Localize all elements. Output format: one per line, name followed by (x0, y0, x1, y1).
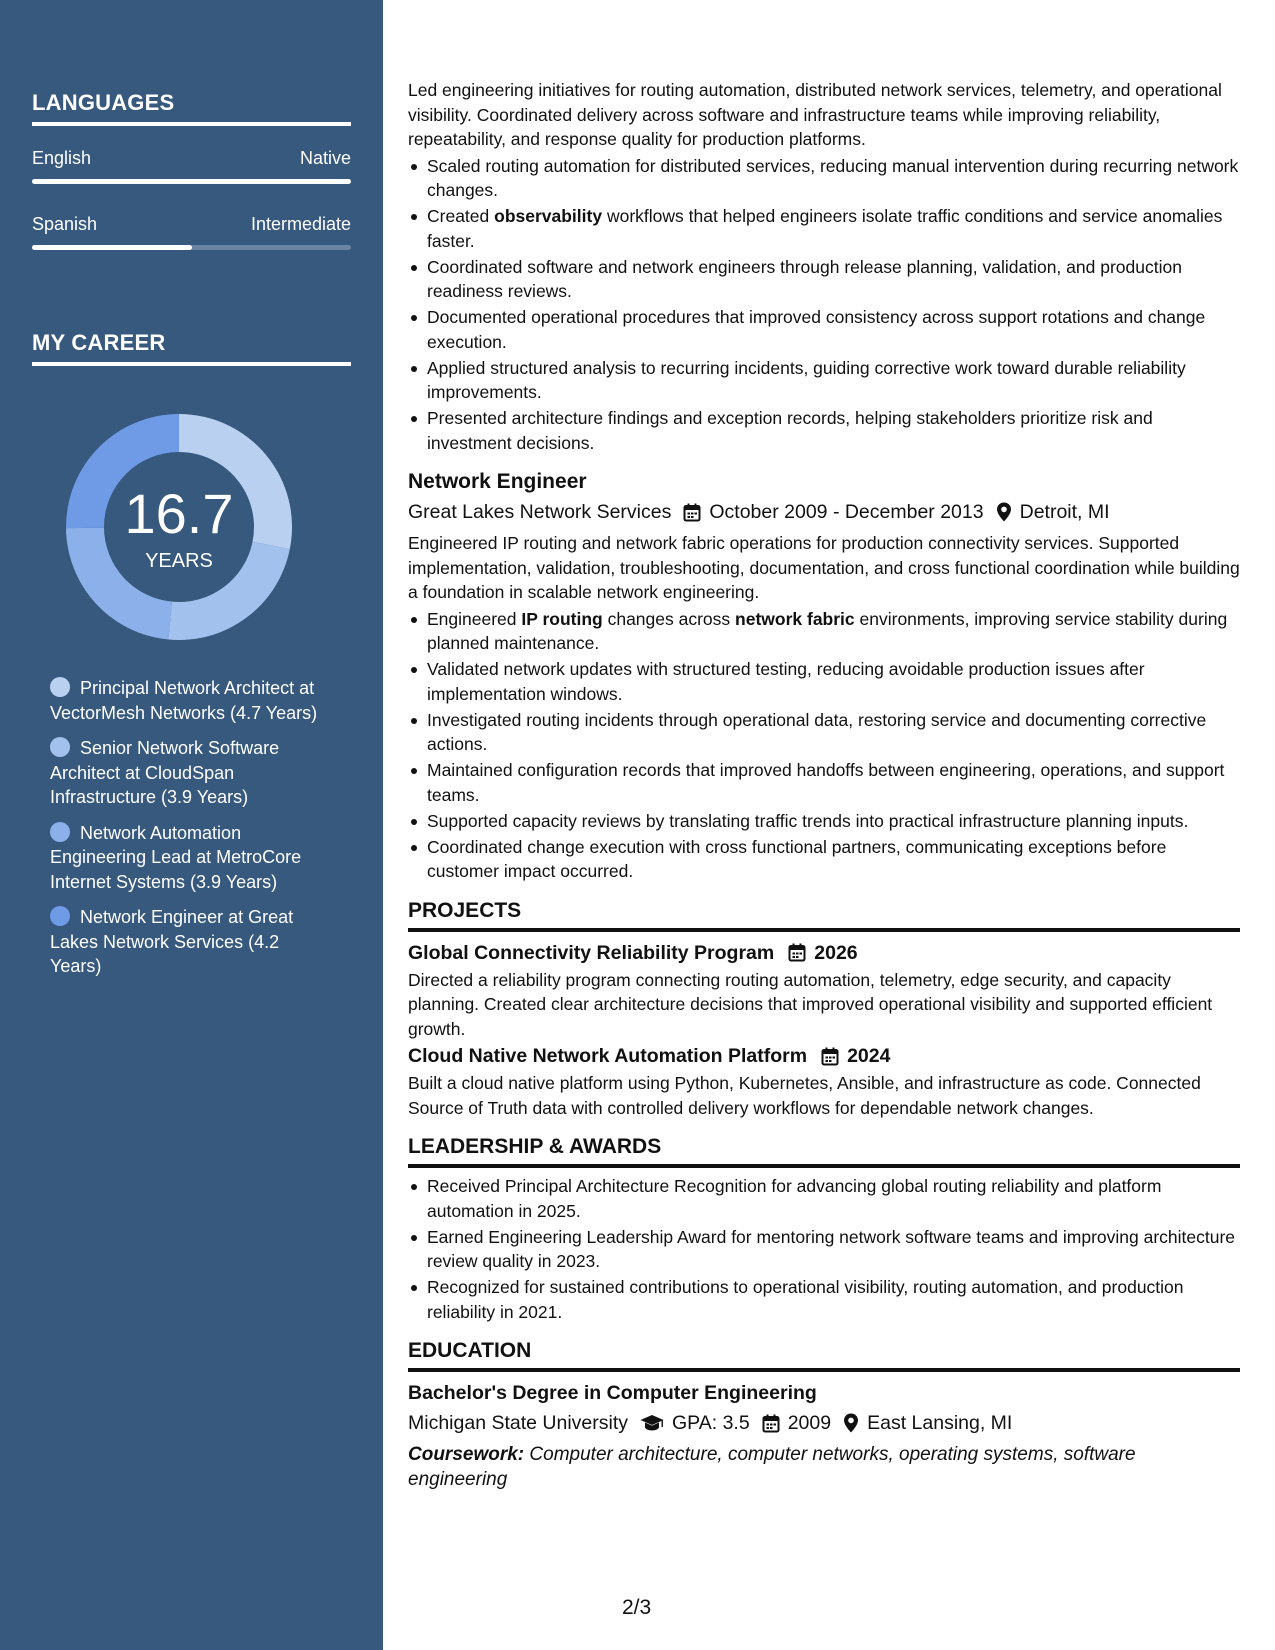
calendar-icon (821, 1047, 839, 1066)
location-pin-icon (996, 502, 1012, 522)
language-bar-fill (32, 245, 192, 250)
awards-list (408, 1174, 1240, 1324)
career-item-text: Network Engineer at Great Lakes Network Services (4.2 Years) (50, 907, 294, 976)
award-item: Earned Engineering Leadership Award for mentoring network software teams and improving architecture review quality in 2023. (427, 1225, 1240, 1274)
job-bullets (408, 607, 1240, 884)
bullet-item: Coordinated change execution with cross functional partners, communicating exceptions before customer impact occurred. (427, 835, 1240, 884)
bullet-bold: network fabric (735, 608, 855, 629)
job-title: Network Engineer (408, 470, 587, 493)
sidebar (0, 0, 383, 1650)
graduation-cap-icon (640, 1414, 664, 1432)
bullet-text: Created (427, 206, 495, 226)
bullet-text: Presented architecture findings and exception records, helping stakeholders prioritize risk and investment decisions. (427, 408, 1153, 453)
legend-dot (50, 737, 70, 757)
gpa: GPA: 3.5 (672, 1412, 750, 1434)
years-label: YEARS (145, 550, 213, 572)
coursework (408, 1442, 1240, 1492)
language-name: Spanish (32, 214, 98, 234)
bullet-text: Scaled routing automation for distributed services, reducing manual intervention during recurring network changes. (427, 155, 1239, 200)
bullet-text: Applied structured analysis to recurring incidents, guiding corrective work toward durable reliability improvements. (427, 357, 1186, 402)
education-title: EDUCATION (408, 1336, 1240, 1372)
bullet-bold: IP routing (521, 608, 603, 629)
project-year: 2026 (814, 941, 858, 964)
project-description: Built a cloud native platform using Python, Kubernetes, Ansible, and infrastructure as code. Connected Source of Truth data with controlled delivery workflows for dependable network changes. (408, 1073, 1201, 1118)
bullet-item (427, 204, 1240, 253)
award-item: Received Principal Architecture Recognition for advancing global routing reliability and platform automation in 2025. (427, 1174, 1240, 1223)
career-item (50, 676, 320, 725)
coursework-label: Coursework: (408, 1444, 525, 1465)
bullet-text: changes across (602, 608, 736, 629)
graduation-year: 2009 (787, 1412, 832, 1434)
project-title: Global Connectivity Reliability Program (408, 941, 775, 964)
degree: Bachelor's Degree in Computer Engineering (408, 1382, 817, 1404)
bullet-item: Supported capacity reviews by translating traffic trends into practical infrastructure planning inputs. (427, 809, 1240, 834)
bullet-item (427, 154, 1240, 203)
language-bar (32, 245, 351, 250)
bullet-text: environments, improving service stability during planned maintenance. (427, 608, 1228, 653)
project-title: Cloud Native Network Automation Platform (408, 1045, 808, 1067)
languages-section (32, 90, 351, 250)
legend-dot (50, 906, 70, 926)
bullet-text: Documented operational procedures that improved consistency across support rotations and change execution. (427, 307, 1206, 352)
legend-dot (50, 822, 70, 842)
awards-title: LEADERSHIP & AWARDS (408, 1132, 1240, 1168)
bullet-item (427, 305, 1240, 354)
language-bar (32, 179, 351, 184)
school-name: Michigan State University (408, 1412, 629, 1434)
bullet-text: Coordinated software and network engineers through release planning, validation, and production readiness reviews. (427, 256, 1182, 301)
bullet-item (427, 255, 1240, 304)
job-intro: Led engineering initiatives for routing automation, distributed network services, telemetry, and operational visibility. Coordinated delivery across software and infrastructure teams while improving reliability, repeatability, and response quality for production platforms. (408, 80, 1222, 149)
project-description: Directed a reliability program connecting routing automation, telemetry, edge security, and capacity planning. Created clear architecture decisions that improved operational visibility and supported efficient growth. (408, 969, 1213, 1039)
job-dates: October 2009 - December 2013 (709, 501, 984, 523)
job-meta (408, 497, 1240, 527)
school-location: East Lansing, MI (867, 1412, 1013, 1434)
language-name: English (32, 148, 92, 168)
career-donut-chart (66, 414, 292, 640)
career-list (50, 676, 320, 990)
career-item (50, 821, 320, 895)
language-level: Intermediate (250, 214, 351, 234)
calendar-icon (683, 503, 701, 522)
main-content (408, 78, 1240, 1492)
career-item-text: Network Automation Engineering Lead at MetroCore Internet Systems (3.9 Years) (50, 822, 302, 892)
bullet-item (427, 406, 1240, 455)
intro-bullets (408, 154, 1240, 456)
language-level: Native (299, 148, 351, 168)
language-english (32, 148, 351, 184)
bullet-text: Engineered (427, 608, 522, 629)
job-summary: Engineered IP routing and network fabric operations for production connectivity services. Supported implementation, validation, troubleshooting, documentation, and cross functional coordination while building a foundation in scalable network engineering. (408, 533, 1240, 602)
bullet-item: Validated network updates with structured testing, reducing avoidable production issues after implementation windows. (427, 657, 1240, 706)
legend-dot (50, 677, 70, 697)
company-name: Great Lakes Network Services (408, 501, 672, 523)
location-pin-icon (843, 1413, 859, 1433)
coursework-text: Computer architecture, computer networks, operating systems, software engineering (408, 1444, 1136, 1490)
award-item: Recognized for sustained contributions to operational visibility, routing automation, and production reliability in 2021. (427, 1275, 1240, 1324)
job-location: Detroit, MI (1019, 501, 1110, 523)
bullet-item: Investigated routing incidents through operational data, restoring service and documenting corrective actions. (427, 708, 1240, 757)
career-item-text: Senior Network Software Architect at CloudSpan Infrastructure (3.9 Years) (50, 738, 280, 807)
bullet-item (427, 607, 1240, 656)
bullet-item (427, 356, 1240, 405)
donut-center (66, 414, 292, 640)
bullet-text: workflows that helped engineers isolate traffic conditions and service anomalies faster. (427, 206, 1223, 251)
career-item (50, 905, 320, 979)
project-year: 2024 (847, 1045, 891, 1067)
education-meta (408, 1408, 1240, 1438)
project-title-row (408, 1041, 1240, 1071)
calendar-icon (762, 1414, 780, 1433)
language-bar-fill (32, 179, 351, 184)
language-spanish (32, 214, 351, 250)
total-years: 16.7 (124, 482, 234, 545)
projects-title: PROJECTS (408, 896, 1240, 932)
career-item-text: Principal Network Architect at VectorMesh Networks (4.7 Years) (50, 678, 318, 723)
languages-title: LANGUAGES (32, 90, 351, 126)
bullet-bold: observability (494, 206, 603, 226)
calendar-icon (788, 943, 806, 962)
bullet-item: Maintained configuration records that improved handoffs between engineering, operations, and support teams. (427, 758, 1240, 807)
project-title-row (408, 938, 1240, 968)
career-title: MY CAREER (32, 330, 351, 366)
career-section (32, 330, 351, 366)
page-number: 2/3 (622, 1596, 652, 1619)
career-item (50, 736, 320, 810)
